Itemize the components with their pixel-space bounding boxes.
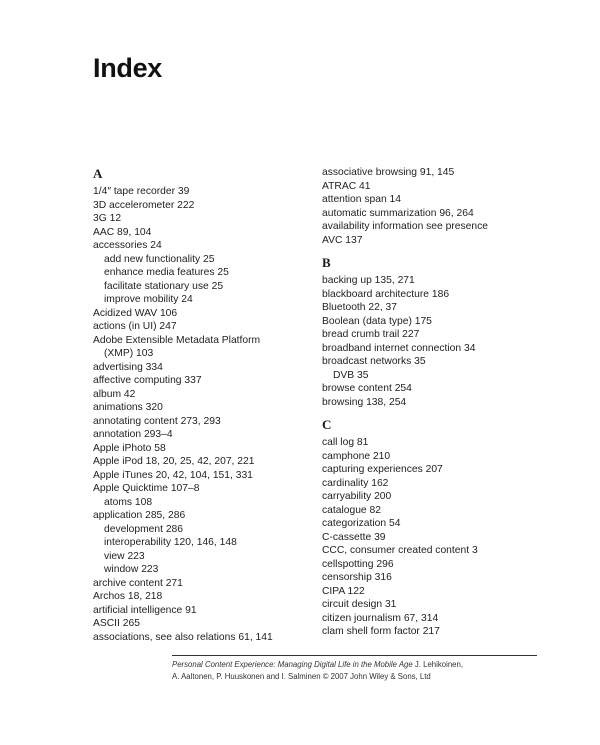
- index-entry: C-cassette 39: [322, 531, 386, 543]
- index-subentry: improve mobility 24: [104, 294, 193, 305]
- index-entry: ATRAC 41: [322, 180, 371, 192]
- index-entry: cardinality 162: [322, 477, 389, 489]
- page-footer: [172, 659, 542, 682]
- index-entry: broadband internet connection 34: [322, 342, 476, 354]
- index-entry: backing up 135, 271: [322, 275, 415, 286]
- index-subentry: DVB 35: [333, 369, 369, 381]
- index-entry: affective computing 337: [93, 375, 202, 386]
- index-entry: Apple iPod 18, 20, 25, 42, 207, 221: [93, 456, 255, 467]
- index-entry: browse content 254: [322, 383, 412, 394]
- index-entry: attention span 14: [322, 194, 402, 205]
- index-entry: accessories 24: [93, 240, 162, 251]
- index-entry: ASCII 265: [93, 618, 140, 629]
- index-entry: AVC 137: [322, 234, 363, 246]
- index-subentry: development 286: [104, 523, 184, 535]
- index-entry: Adobe Extensible Metadata Platform: [93, 334, 261, 346]
- index-list-c: [322, 436, 552, 639]
- section-heading-c: C: [322, 417, 332, 432]
- index-entry: capturing experiences 207: [322, 464, 443, 475]
- index-entry: cellspotting 296: [322, 558, 394, 570]
- index-entry: bread crumb trail 227: [322, 329, 420, 340]
- index-subentry: window 223: [104, 564, 159, 575]
- index-entry: annotating content 273, 293: [93, 415, 221, 427]
- index-entry: 3D accelerometer 222: [93, 199, 195, 211]
- index-column-right: [322, 166, 552, 639]
- index-list-b: [322, 274, 552, 409]
- index-entry: camphone 210: [322, 450, 391, 462]
- index-entry: call log 81: [322, 437, 369, 448]
- index-entry: actions (in UI) 247: [93, 321, 177, 332]
- section-heading-a: A: [93, 166, 103, 181]
- index-entry: availability information see presence: [322, 221, 488, 232]
- index-entry: blackboard architecture 186: [322, 288, 450, 300]
- index-entry: Bluetooth 22, 37: [322, 302, 397, 313]
- index-entry: Acidized WAV 106: [93, 307, 178, 319]
- index-entry: censorship 316: [322, 572, 392, 583]
- index-entry: Apple iPhoto 58: [93, 442, 166, 454]
- page-title: Index: [93, 53, 163, 83]
- section-heading-b: B: [322, 255, 331, 270]
- index-list-a-continued: [322, 166, 552, 247]
- index-entry: categorization 54: [322, 518, 401, 529]
- index-entry: CCC, consumer created content 3: [322, 545, 478, 556]
- index-entry: AAC 89, 104: [93, 226, 152, 238]
- footer-book-title: Personal Content Experience: Managing Digital Life in the Mobile Age: [172, 660, 413, 669]
- index-entry: associations, see also relations 61, 141: [93, 631, 273, 643]
- index-entry: browsing 138, 254: [322, 396, 407, 408]
- index-entry: citizen journalism 67, 314: [322, 612, 439, 624]
- index-entry: associative browsing 91, 145: [322, 167, 455, 178]
- index-entry: advertising 334: [93, 361, 163, 373]
- index-list-a: [93, 185, 308, 644]
- index-entry: automatic summarization 96, 264: [322, 207, 474, 219]
- index-subentry: view 223: [104, 550, 145, 562]
- index-entry: Boolean (data type) 175: [322, 315, 432, 327]
- index-subentry: add new functionality 25: [104, 253, 215, 265]
- index-entry: circuit design 31: [322, 599, 397, 610]
- index-subentry: facilitate stationary use 25: [104, 280, 224, 292]
- index-subentry: atoms 108: [104, 496, 153, 508]
- index-entry: annotation 293–4: [93, 429, 173, 440]
- index-subentry: enhance media features 25: [104, 267, 229, 278]
- index-entry: animations 320: [93, 402, 163, 413]
- index-entry: archive content 271: [93, 577, 183, 589]
- index-entry: broadcast networks 35: [322, 356, 426, 367]
- index-entry: Apple iTunes 20, 42, 104, 151, 331: [93, 469, 253, 481]
- index-entry: CIPA 122: [322, 585, 365, 597]
- index-entry: clam shell form factor 217: [322, 626, 440, 637]
- index-entry: album 42: [93, 388, 136, 400]
- index-entry: Archos 18, 218: [93, 591, 163, 602]
- index-entry: carryability 200: [322, 491, 392, 502]
- footer-authors-line2: A. Aaltonen, P. Huuskonen and I. Salminen © 2007 John Wiley & Sons, Ltd: [172, 671, 431, 681]
- index-entry: 1/4″ tape recorder 39: [93, 186, 190, 197]
- footer-authors-line1: J. Lehikoinen,: [414, 660, 463, 669]
- index-entry: catalogue 82: [322, 504, 381, 516]
- index-subentry: (XMP) 103: [104, 348, 154, 359]
- footer-rule: [172, 655, 537, 656]
- index-column-left: [93, 166, 308, 644]
- index-entry: artificial intelligence 91: [93, 604, 197, 616]
- index-subentry: interoperability 120, 146, 148: [104, 537, 237, 548]
- index-entry: Apple Quicktime 107–8: [93, 483, 200, 494]
- index-entry: application 285, 286: [93, 510, 186, 521]
- index-entry: 3G 12: [93, 213, 122, 224]
